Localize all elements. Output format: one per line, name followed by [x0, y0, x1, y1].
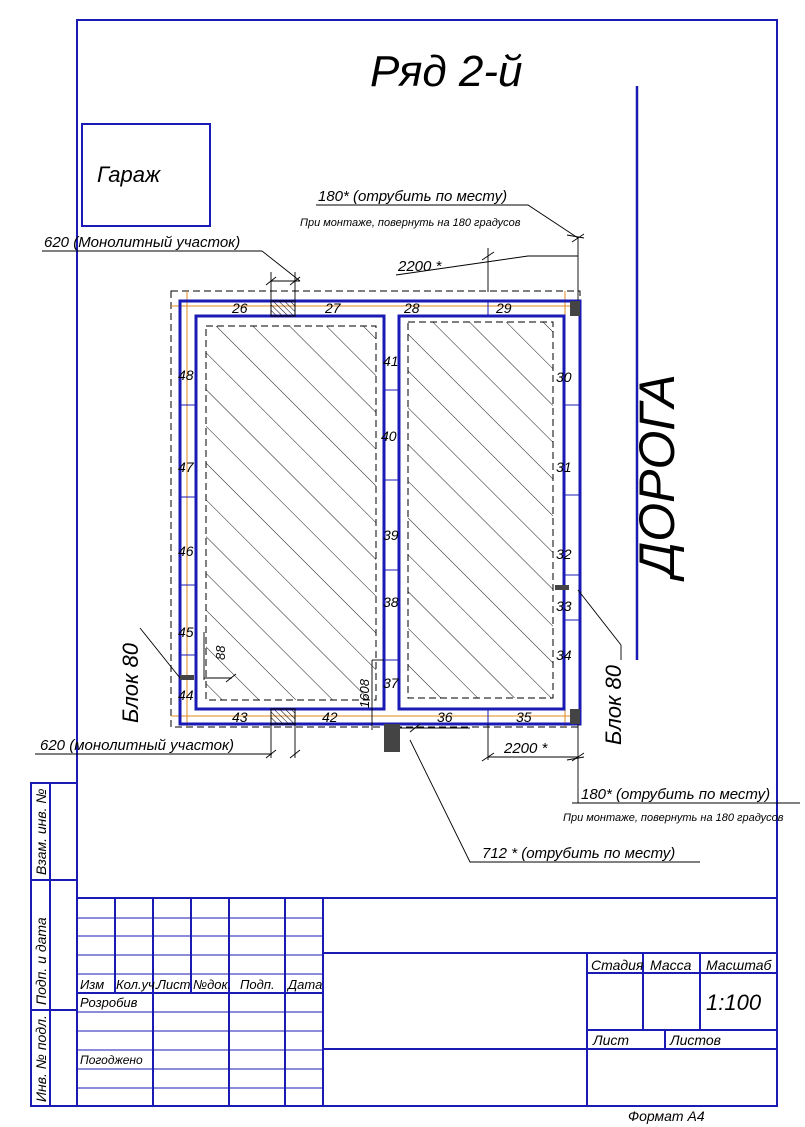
note-bottom-180: 180* (отрубить по месту)	[581, 786, 771, 803]
title-block	[77, 898, 777, 1124]
col-kol: Кол.уч.	[116, 977, 159, 992]
scale-label: Масштаб	[706, 957, 772, 973]
block-number: 43	[232, 709, 248, 725]
block-number: 32	[556, 546, 572, 562]
note-top-620: 620 (Монолитный участок)	[44, 234, 241, 251]
row-pogodzheno: Погоджено	[80, 1053, 143, 1067]
road-label: ДОРОГА	[629, 374, 685, 577]
block-number: 37	[383, 675, 399, 691]
block-number: 44	[178, 687, 194, 703]
dim-1608: 1608	[357, 679, 372, 708]
block-number: 27	[325, 300, 341, 316]
left-hatched-area	[206, 326, 376, 700]
block-number: 30	[556, 369, 572, 385]
block-number: 31	[556, 459, 572, 475]
block-number: 38	[383, 594, 399, 610]
block-number: 35	[516, 709, 532, 725]
block-number: 36	[437, 709, 453, 725]
mass-label: Масса	[650, 957, 692, 973]
right-hatched-area	[408, 322, 553, 698]
block-number: 42	[322, 709, 338, 725]
foundation-plan	[171, 291, 580, 752]
block-number: 41	[383, 353, 399, 369]
garage-label: Гараж	[97, 162, 161, 187]
block-80-right: Блок 80	[601, 665, 626, 745]
sheet-label: Лист	[593, 1032, 630, 1048]
side-inv: Инв. № подл.	[33, 1015, 49, 1102]
block-number: 40	[381, 428, 397, 444]
scale-value: 1:100	[706, 990, 762, 1015]
sheet-title: Ряд 2-й	[370, 47, 523, 96]
col-list: Лист	[157, 977, 191, 992]
block-number: 26	[232, 300, 248, 316]
sheets-label: Листов	[670, 1032, 721, 1048]
col-izm: Изм	[80, 977, 105, 992]
note-bottom-2200: 2200 *	[504, 740, 548, 757]
block-number: 48	[178, 367, 194, 383]
note-top-2200: 2200 *	[398, 258, 442, 275]
col-ndok: №док.	[193, 977, 232, 992]
note-top-rotate: При монтаже, повернуть на 180 градусов	[300, 217, 521, 229]
row-rozrobiv: Розробив	[80, 995, 138, 1010]
block-80-left: Блок 80	[118, 643, 143, 723]
note-bottom-620: 620 (монолитный участок)	[40, 737, 235, 754]
stage-label: Стадия	[591, 957, 644, 973]
block-number: 28	[404, 300, 420, 316]
format-label: Формат А4	[628, 1108, 705, 1124]
note-712: 712 * (отрубить по месту)	[482, 845, 676, 862]
block-number: 45	[178, 624, 194, 640]
col-data: Дата	[288, 977, 323, 992]
block-number: 46	[178, 543, 194, 559]
block-number: 29	[496, 300, 512, 316]
col-podp: Подп.	[240, 977, 275, 992]
note-top-180: 180* (отрубить по месту)	[318, 188, 508, 205]
block-number: 34	[556, 647, 572, 663]
block-number: 39	[383, 527, 399, 543]
block-number: 33	[556, 598, 572, 614]
side-podp: Подп. и дата	[33, 917, 49, 1005]
side-vzam: Взам. инв. №	[33, 788, 49, 875]
block-number: 47	[178, 459, 194, 475]
dim-88: 88	[213, 645, 228, 660]
note-bottom-rotate: При монтаже, повернуть на 180 градусов	[563, 812, 784, 824]
